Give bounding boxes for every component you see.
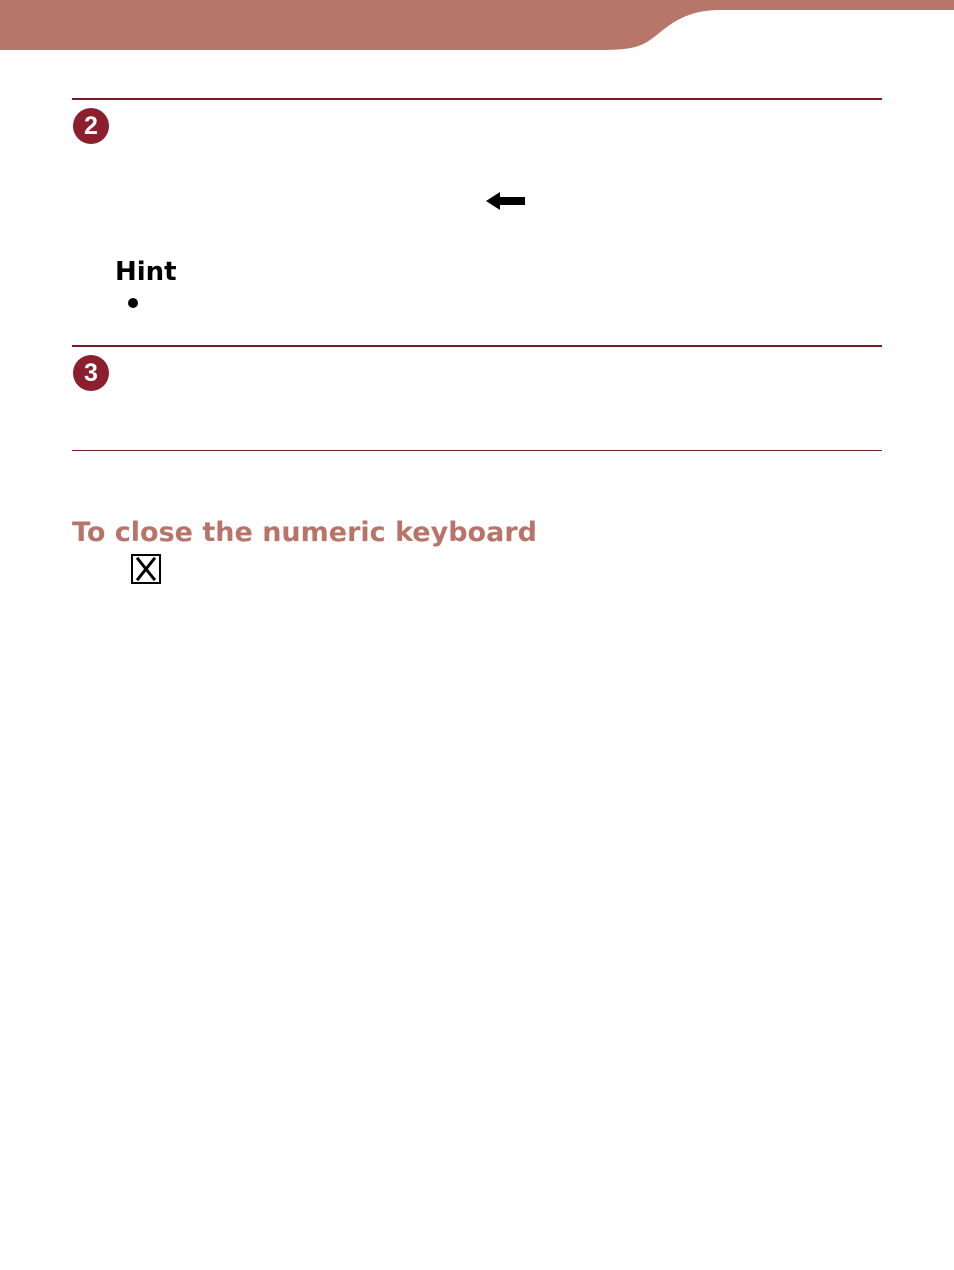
bullet-icon — [128, 298, 138, 308]
step-3-badge: 3 — [73, 355, 109, 391]
left-arrow-icon — [486, 191, 526, 211]
header-band — [0, 0, 954, 52]
close-keyboard-heading: To close the numeric keyboard — [72, 517, 537, 548]
close-x-icon — [131, 554, 161, 584]
step-2-badge: 2 — [73, 108, 109, 144]
step-3-divider — [72, 345, 882, 347]
hint-heading: Hint — [115, 257, 177, 287]
step-2-divider — [72, 98, 882, 100]
section-end-divider — [72, 450, 882, 451]
